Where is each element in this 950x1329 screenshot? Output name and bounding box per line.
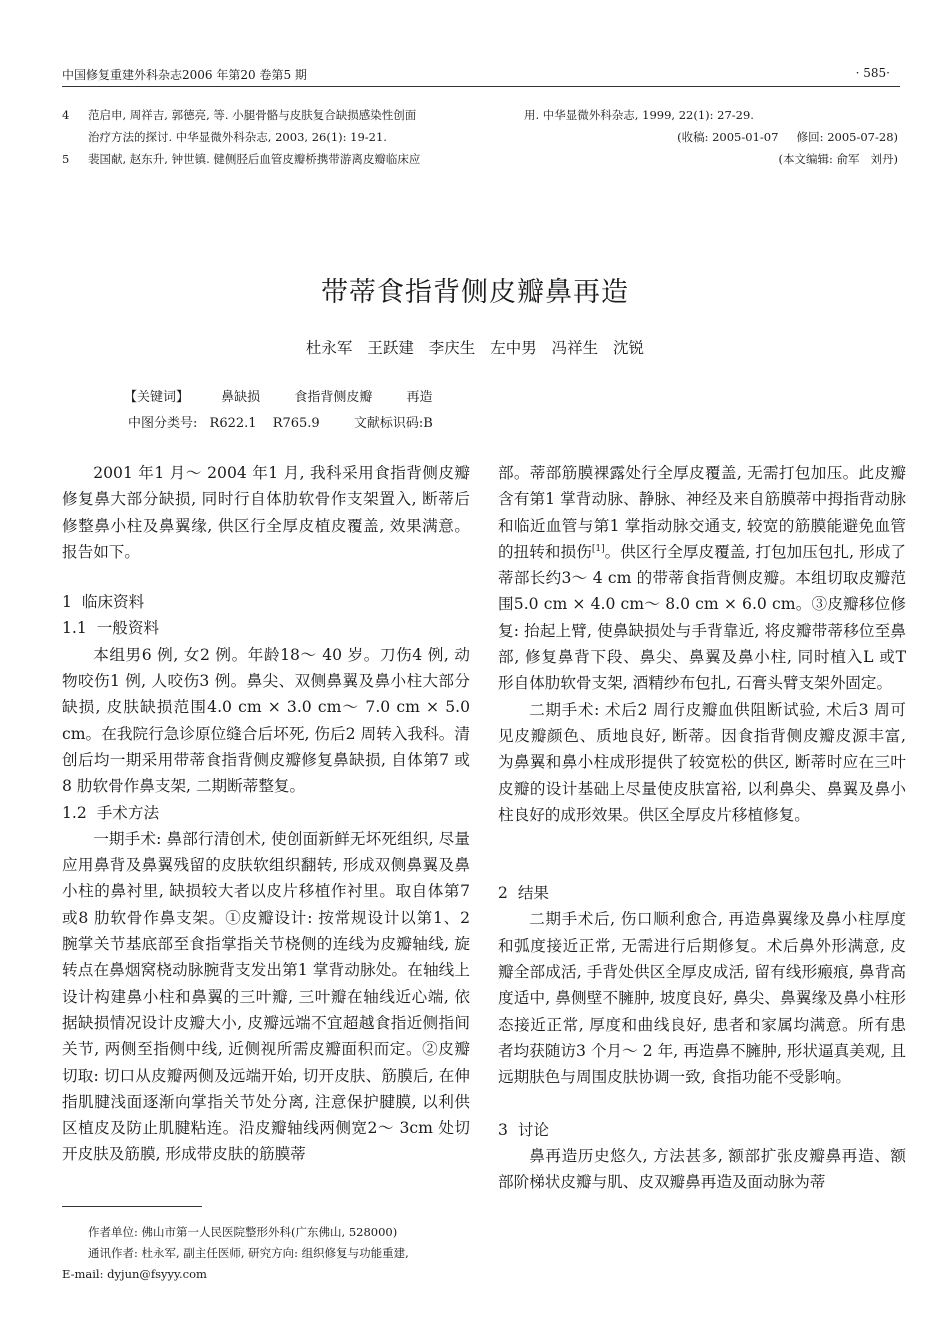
journal-header: 中国修复重建外科杂志2006 年第20 卷第5 期 — [62, 68, 307, 82]
method-text-a: 部。蒂部筋膜裸露处行全厚皮覆盖, 无需打包加压。此皮瓣含有第1 掌背动脉、静脉、神经及来自筋膜蒂中拇指背动脉和临近血管与第1 掌指动脉交通支, 较宽的筋膜能避免血管的扭转和损伤 — [498, 464, 906, 561]
general-info-paragraph: 本组男6 例, 女2 例。年龄18～ 40 岁。刀伤4 例, 动物咬伤1 例, 人咬伤3 例。鼻尖、双侧鼻翼及鼻小柱大部分缺损, 皮肤缺损范围4.0 cm × 3.0 cm～ 7.0 cm × 5.0 cm。在我院行急诊原位缝合后坏死, 伤后2 周转入我科。清创后均一期采用带蒂食指背侧皮瓣修复鼻缺损, 自体第7 或8 肋软骨作鼻支架, 二期断蒂整复。 — [62, 645, 470, 796]
keywords-label: 【关键词】 — [124, 390, 190, 405]
keyword: 鼻缺损 — [221, 390, 261, 405]
body-column-right — [498, 460, 906, 1195]
footnote-email: E-mail: dyjun@fsyyy.com — [62, 1267, 207, 1281]
reference-number: 5 — [62, 152, 70, 166]
keyword: 再造 — [406, 390, 433, 405]
section-heading: 3 讨论 — [498, 1120, 550, 1139]
section-heading: 2 结果 — [498, 884, 550, 903]
reference-line: 范启申, 周祥吉, 郭德亮, 等. 小腿骨骼与皮肤复合缺损感染性创面 — [88, 108, 417, 122]
reference-line: 裴国献, 赵东升, 钟世镇. 健侧胫后血管皮瓣桥携带游离皮瓣临床应 — [88, 152, 421, 166]
keyword: 食指背侧皮瓣 — [294, 390, 373, 405]
editor-note: (本文编辑: 俞军 刘丹) — [778, 152, 898, 166]
reference-line: 治疗方法的探讨. 中华显微外科杂志, 2003, 26(1): 19-21. — [88, 130, 387, 144]
header-rule — [62, 86, 900, 87]
reference-continuation: 用. 中华显微外科杂志, 1999, 22(1): 27-29. — [524, 108, 754, 122]
footnote-rule — [62, 1206, 202, 1207]
doc-code-label: 文献标识码: — [353, 416, 424, 431]
citation: [1] — [591, 543, 605, 554]
subsection-heading: 1.1 一般资料 — [62, 619, 160, 638]
footnote-affiliation: 作者单位: 佛山市第一人民医院整形外科(广东佛山, 528000) — [88, 1225, 398, 1239]
keywords-line — [124, 386, 432, 405]
method-text-b: 。供区行全厚皮覆盖, 打包加压包扎, 形成了蒂部长约3～ 4 cm 的带蒂食指背侧皮瓣。本组切取皮瓣范围5.0 cm × 4.0 cm～ 8.0 cm × 6.0 cm。③皮瓣移位修复: 抬起上臂, 使鼻缺损处与手背靠近, 将皮瓣带蒂移位至鼻部, 修复鼻背下段、鼻尖、鼻翼及鼻小柱, 同时植入L 或T 形自体肋软骨支架, 酒精纱布包扎, 石膏头臂支架外固定。 — [498, 542, 906, 693]
discussion-paragraph: 鼻再造历史悠久, 方法甚多, 额部扩张皮瓣鼻再造、额部阶梯状皮瓣与肌、皮双瓣鼻再造及面动脉为蒂 — [498, 1146, 906, 1192]
method-paragraph-continued — [498, 460, 906, 697]
intro-paragraph: 2001 年1 月～ 2004 年1 月, 我科采用食指背侧皮瓣修复鼻大部分缺损, 同时行自体肋软骨作支架置入, 断蒂后修整鼻小柱及鼻翼缘, 供区行全厚皮植皮覆盖, 效果满意。报告如下。 — [62, 464, 470, 561]
classification-line — [128, 412, 433, 431]
received-dates: (收稿: 2005-01-07 修回: 2005-07-28) — [677, 130, 898, 144]
body-column-left — [62, 460, 470, 1168]
doc-code: B — [423, 416, 433, 431]
article-title: 带蒂食指背侧皮瓣鼻再造 — [321, 277, 629, 308]
author-list: 杜永军 王跃建 李庆生 左中男 冯祥生 沈锐 — [305, 339, 645, 357]
section-heading: 1 临床资料 — [62, 593, 145, 612]
page-number: · 585· — [855, 66, 890, 80]
method-paragraph: 一期手术: 鼻部行清创术, 使创面新鲜无坏死组织, 尽量应用鼻背及鼻翼残留的皮肤软组织翻转, 形成双侧鼻翼及鼻小柱的鼻衬里, 缺损较大者以皮片移植作衬里。取自体第7 或8 肋软骨作鼻支架。①皮瓣设计: 按常规设计以第1、2 腕掌关节基底部至食指掌指关节桡侧的连线为皮瓣轴线, 旋转点在鼻烟窝桡动脉腕背支发出第1 掌背动脉处。在轴线上设计构建鼻小柱和鼻翼的三叶瓣, 三叶瓣在轴线近心端, 依据缺损情况设计皮瓣大小, 皮瓣远端不宜超越食指近侧指间关节, 两侧至指侧中线, 近侧视所需皮瓣面积而定。②皮瓣切取: 切口从皮瓣两侧及远端开始, 切开皮肤、筋膜后, 在伸指肌腱浅面逐渐向掌指关节处分离, 注意保护腱膜, 以利供区植皮及防止肌腱粘连。沿皮瓣轴线两侧宽2～ 3cm 处切开皮肤及筋膜, 形成带皮肤的筋膜蒂 — [62, 829, 470, 1164]
reference-list-left — [62, 104, 502, 170]
results-paragraph: 二期手术后, 伤口顺利愈合, 再造鼻翼缘及鼻小柱厚度和弧度接近正常, 无需进行后期修复。术后鼻外形满意, 皮瓣全部成活, 手背处供区全厚皮成活, 留有线形瘢痕, 鼻背高度适中, 鼻侧壁不臃肿, 坡度良好, 鼻尖、鼻翼缘及鼻小柱形态接近正常, 厚度和曲线良好, 患者和家属均满意。所有患者均获随访3 个月～ 2 年, 再造鼻不臃肿, 形状逼真美观, 且远期肤色与周围皮肤协调一致, 食指功能不受影响。 — [498, 910, 906, 1087]
clc-label: 中图分类号: — [128, 416, 198, 431]
stage2-paragraph: 二期手术: 术后2 周行皮瓣血供阻断试验, 术后3 周可见皮瓣颜色、质地良好, 断蒂。因食指背侧皮瓣皮源丰富, 为鼻翼和鼻小柱成形提供了较宽松的供区, 断蒂时应在三叶皮瓣的设计基础上尽量使皮肤富裕, 以利鼻尖、鼻翼及鼻小柱良好的成形效果。供区全厚皮片移植修复。 — [498, 700, 906, 824]
reference-number: 4 — [62, 108, 70, 122]
footnote-corresponding: 通讯作者: 杜永军, 副主任医师, 研究方向: 组织修复与功能重建, — [88, 1246, 409, 1260]
clc-code: R765.9 — [272, 416, 320, 431]
subsection-heading: 1.2 手术方法 — [62, 803, 160, 822]
clc-code: R622.1 — [209, 416, 257, 431]
